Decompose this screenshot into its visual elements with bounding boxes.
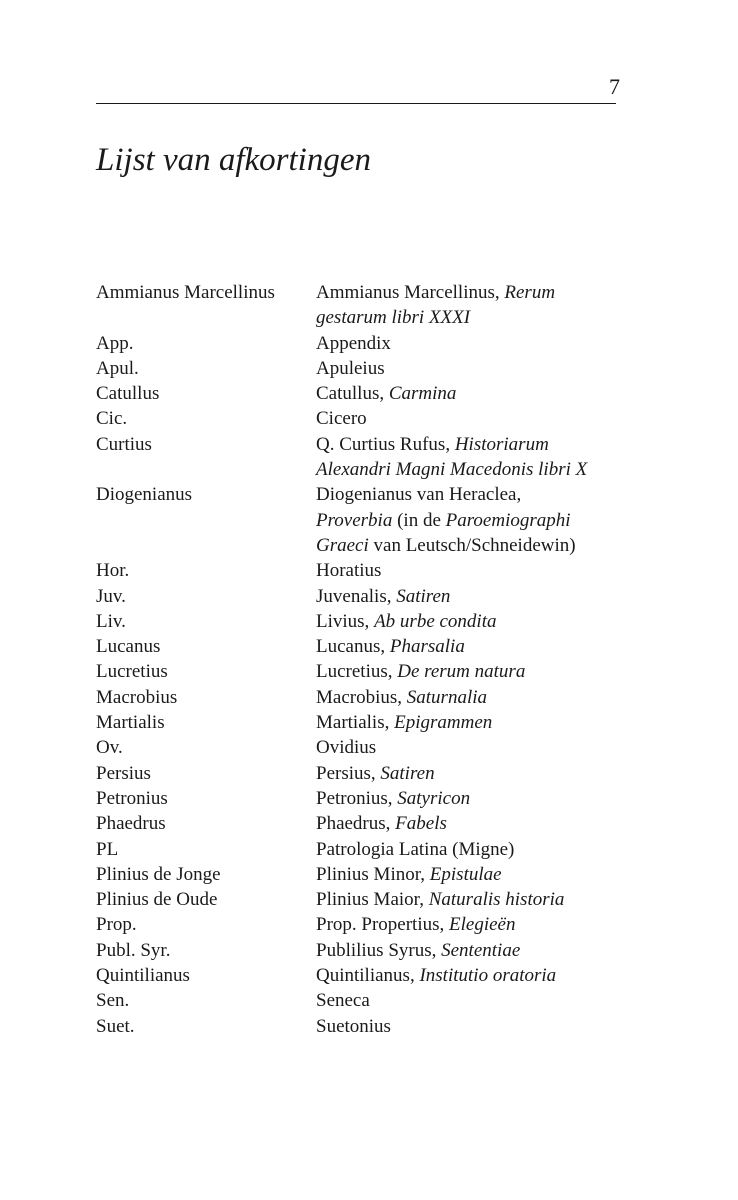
abbreviation-entry: [96, 280, 636, 331]
text-segment: Lucanus,: [316, 636, 390, 658]
abbreviation-entry: [96, 406, 636, 431]
abbreviation-entry: [96, 659, 636, 684]
meaning-line: [316, 710, 636, 735]
meaning-line: [316, 735, 636, 760]
text-segment: Persius,: [316, 762, 381, 784]
abbreviation-entry: [96, 786, 636, 811]
text-segment: Martialis,: [316, 712, 395, 734]
abbreviation-meaning: [316, 558, 636, 583]
abbreviation-entry: [96, 331, 636, 356]
title-italic-segment: Satiren: [380, 762, 435, 784]
meaning-line: [316, 938, 636, 963]
abbreviation-entry: [96, 1014, 636, 1039]
meaning-line: [316, 1014, 636, 1039]
text-segment: van Leutsch/Schneidewin): [368, 534, 576, 556]
abbreviation-entry: [96, 356, 636, 381]
meaning-line: [316, 356, 636, 381]
abbreviation-meaning: [316, 280, 636, 331]
abbreviation-term: Lucanus: [96, 636, 161, 658]
abbreviation-term: Ammianus Marcellinus: [96, 282, 275, 303]
abbreviation-term: Liv.: [96, 610, 126, 632]
meaning-line: [316, 837, 636, 862]
title-italic-segment: Paroemiographi: [445, 509, 571, 531]
title-italic-segment: Ab urbe condita: [374, 610, 497, 632]
title-italic-segment: Epigrammen: [394, 712, 493, 734]
text-segment: Ovidius: [316, 737, 377, 759]
abbreviation-entry: [96, 634, 636, 659]
text-segment: Cicero: [316, 408, 367, 430]
abbreviation-meaning: [316, 710, 636, 735]
title-italic-segment: Epistulae: [429, 863, 502, 885]
abbreviation-term: Petronius: [96, 787, 168, 809]
abbreviation-meaning: [316, 887, 636, 912]
abbreviation-term: Ov.: [96, 737, 123, 759]
meaning-line: [316, 280, 636, 305]
abbreviation-entry: [96, 432, 636, 483]
text-segment: Plinius Maior,: [316, 889, 429, 911]
meaning-line: [316, 685, 636, 710]
abbreviation-term: Quintilianus: [96, 965, 190, 987]
abbreviation-term: Macrobius: [96, 686, 178, 708]
text-segment: Petronius,: [316, 787, 398, 809]
header-rule: [96, 103, 616, 104]
title-italic-segment: De rerum natura: [397, 661, 526, 683]
abbreviation-meaning: [316, 584, 636, 609]
meaning-line: [316, 533, 636, 558]
abbreviation-term: Prop.: [96, 914, 137, 936]
abbreviation-term: Martialis: [96, 712, 165, 734]
abbreviation-meaning: [316, 609, 636, 634]
meaning-line: [316, 305, 636, 330]
abbreviation-meaning: [316, 356, 636, 381]
meaning-line: [316, 609, 636, 634]
meaning-line: [316, 331, 636, 356]
abbreviation-meaning: [316, 912, 636, 937]
text-segment: Ammianus Marcellinus,: [316, 282, 505, 303]
text-segment: Q. Curtius Rufus,: [316, 433, 455, 455]
title-italic-segment: Saturnalia: [406, 686, 487, 708]
abbreviation-entry: [96, 811, 636, 836]
title-italic-segment: Historiarum: [454, 433, 549, 455]
title-italic-segment: Rerum: [504, 282, 556, 303]
meaning-line: [316, 634, 636, 659]
abbreviation-term: Plinius de Oude: [96, 889, 218, 911]
meaning-line: [316, 406, 636, 431]
title-italic-segment: Graeci: [316, 534, 369, 556]
abbreviation-term: Phaedrus: [96, 813, 166, 835]
abbreviation-term: App.: [96, 332, 134, 354]
abbreviation-meaning: [316, 634, 636, 659]
abbreviation-entry: [96, 482, 636, 558]
abbreviation-meaning: [316, 659, 636, 684]
abbreviation-term: Suet.: [96, 1015, 135, 1037]
title-italic-segment: Proverbia: [316, 509, 393, 531]
text-segment: (in de: [392, 509, 446, 531]
text-segment: Patrologia Latina (Migne): [316, 838, 515, 860]
abbreviation-entry: [96, 837, 636, 862]
title-italic-segment: Satyricon: [397, 787, 471, 809]
text-segment: Horatius: [316, 560, 382, 582]
text-segment: Diogenianus van Heraclea,: [316, 484, 522, 506]
abbreviation-entry: [96, 912, 636, 937]
text-segment: Plinius Minor,: [316, 863, 430, 885]
abbreviation-entry: [96, 862, 636, 887]
abbreviation-meaning: [316, 482, 636, 558]
abbreviation-meaning: [316, 811, 636, 836]
meaning-line: [316, 786, 636, 811]
abbreviation-term: Publ. Syr.: [96, 939, 171, 961]
abbreviation-meaning: [316, 432, 636, 483]
abbreviation-entry: [96, 381, 636, 406]
abbreviation-term: Sen.: [96, 990, 130, 1012]
meaning-line: [316, 558, 636, 583]
abbreviation-meaning: [316, 381, 636, 406]
abbreviation-meaning: [316, 761, 636, 786]
meaning-line: [316, 887, 636, 912]
meaning-line: [316, 482, 636, 507]
page-number: 7: [609, 74, 620, 99]
text-segment: Livius,: [316, 610, 375, 632]
abbreviation-entry: [96, 685, 636, 710]
title-italic-segment: Elegieën: [449, 914, 516, 936]
title-italic-segment: Fabels: [395, 813, 447, 835]
meaning-line: [316, 963, 636, 988]
abbreviation-meaning: [316, 685, 636, 710]
text-segment: Lucretius,: [316, 661, 398, 683]
text-segment: Quintilianus,: [316, 965, 420, 987]
text-segment: Suetonius: [316, 1015, 391, 1037]
abbreviation-term: Juv.: [96, 585, 126, 607]
meaning-line: [316, 811, 636, 836]
abbreviation-meaning: [316, 786, 636, 811]
abbreviation-entry: [96, 609, 636, 634]
abbreviation-term: Apul.: [96, 357, 139, 379]
meaning-line: [316, 457, 636, 482]
text-segment: Macrobius,: [316, 686, 407, 708]
abbreviation-meaning: [316, 988, 636, 1013]
abbreviation-term: Cic.: [96, 408, 128, 430]
abbreviation-meaning: [316, 938, 636, 963]
text-segment: Publilius Syrus,: [316, 939, 442, 961]
abbreviation-meaning: [316, 331, 636, 356]
abbreviation-term: Curtius: [96, 433, 152, 455]
abbreviation-term: Persius: [96, 762, 151, 784]
abbreviation-meaning: [316, 862, 636, 887]
title-italic-segment: Naturalis historia: [428, 889, 565, 911]
meaning-line: [316, 912, 636, 937]
abbreviation-meaning: [316, 837, 636, 862]
abbreviation-entry: [96, 584, 636, 609]
abbreviation-entry: [96, 887, 636, 912]
meaning-line: [316, 988, 636, 1013]
abbreviation-list: [96, 280, 636, 1039]
abbreviation-term: PL: [96, 838, 119, 860]
abbreviation-entry: [96, 963, 636, 988]
text-segment: Juvenalis,: [316, 585, 397, 607]
abbreviation-term: Diogenianus: [96, 484, 193, 506]
abbreviation-entry: [96, 938, 636, 963]
text-segment: Phaedrus,: [316, 813, 396, 835]
abbreviation-term: Hor.: [96, 560, 130, 582]
abbreviation-meaning: [316, 1014, 636, 1039]
title-italic-segment: Pharsalia: [389, 636, 465, 658]
abbreviation-entry: [96, 761, 636, 786]
abbreviation-term: Plinius de Jonge: [96, 863, 221, 885]
abbreviation-entry: [96, 558, 636, 583]
meaning-line: [316, 659, 636, 684]
meaning-line: [316, 381, 636, 406]
meaning-line: [316, 584, 636, 609]
abbreviation-entry: [96, 710, 636, 735]
title-italic-segment: Satiren: [396, 585, 451, 607]
text-segment: Seneca: [316, 990, 370, 1012]
title-italic-segment: Carmina: [388, 383, 457, 405]
title-italic-segment: Sententiae: [441, 939, 521, 961]
title-italic-segment: Institutio oratoria: [419, 965, 557, 987]
abbreviation-meaning: [316, 406, 636, 431]
meaning-line: [316, 508, 636, 533]
abbreviation-term: Catullus: [96, 383, 160, 405]
abbreviation-meaning: [316, 735, 636, 760]
text-segment: Appendix: [316, 332, 391, 354]
abbreviation-term: Lucretius: [96, 661, 168, 683]
text-segment: Apuleius: [316, 357, 385, 379]
meaning-line: [316, 862, 636, 887]
title-italic-segment: gestarum libri XXXI: [316, 307, 471, 329]
text-segment: Prop. Propertius,: [316, 914, 449, 936]
meaning-line: [316, 432, 636, 457]
meaning-line: [316, 761, 636, 786]
text-segment: Catullus,: [316, 383, 389, 405]
title-italic-segment: Alexandri Magni Macedonis libri X: [316, 459, 588, 481]
page-title: Lijst van afkortingen: [96, 142, 371, 178]
abbreviation-meaning: [316, 963, 636, 988]
abbreviation-entry: [96, 988, 636, 1013]
abbreviation-entry: [96, 735, 636, 760]
